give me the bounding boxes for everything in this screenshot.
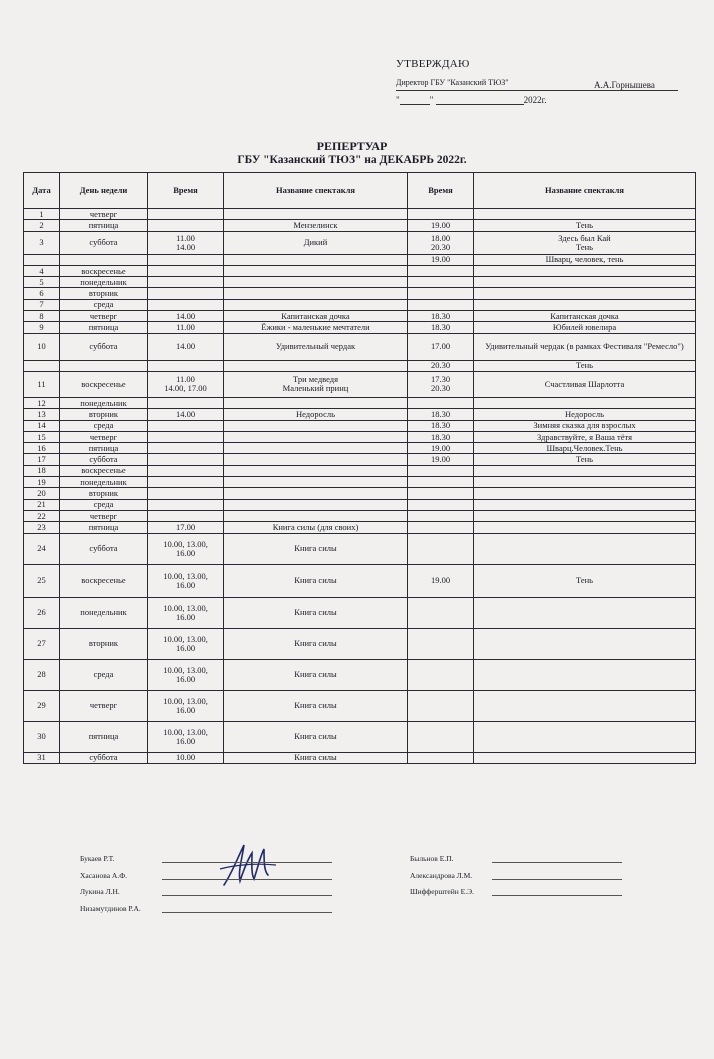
time-1-cell xyxy=(148,299,224,310)
time-2-cell xyxy=(408,522,474,533)
date-cell: 27 xyxy=(24,628,60,659)
time-2-cell: 19.00 xyxy=(408,443,474,454)
weekday-cell: понедельник xyxy=(60,277,148,288)
header-time-1: Время xyxy=(148,173,224,209)
show-1-cell: Книга силы xyxy=(224,659,408,690)
show-2-cell: Зимняя сказка для взрослых xyxy=(474,420,696,431)
time-2-cell: 18.30 xyxy=(408,431,474,442)
date-open-quote: " xyxy=(396,95,400,105)
weekday-cell: вторник xyxy=(60,288,148,299)
date-year: 2022г. xyxy=(523,95,547,105)
show-2-cell: Недоросль xyxy=(474,409,696,420)
time-1-cell: 10.00, 13.00, 16.00 xyxy=(148,659,224,690)
table-row xyxy=(24,431,696,442)
approval-rule xyxy=(396,90,678,91)
document-subtitle: ГБУ "Казанский ТЮЗ" на ДЕКАБРЬ 2022г. xyxy=(237,154,467,166)
date-cell: 19 xyxy=(24,477,60,488)
time-1-cell xyxy=(148,465,224,476)
weekday-cell: четверг xyxy=(60,431,148,442)
weekday-cell: пятница xyxy=(60,322,148,333)
show-1-cell xyxy=(224,209,408,220)
show-2-cell: Удивительный чердак (в рамках Фестиваля "Ремесло") xyxy=(474,333,696,360)
show-1-cell: Книга силы xyxy=(224,721,408,752)
date-cell: 6 xyxy=(24,288,60,299)
date-day-blank xyxy=(400,95,430,105)
date-cell: 14 xyxy=(24,420,60,431)
table-header-row xyxy=(24,173,696,209)
show-2-cell: Тень xyxy=(474,220,696,231)
show-1-cell xyxy=(224,397,408,408)
table-row xyxy=(24,311,696,322)
weekday-cell: среда xyxy=(60,299,148,310)
time-2-cell: 18.30 xyxy=(408,409,474,420)
show-1-cell xyxy=(224,277,408,288)
time-1-cell: 11.00 14.00 xyxy=(148,231,224,254)
time-1-cell xyxy=(148,254,224,265)
signer-name: Низамутдинов Р.А. xyxy=(80,904,141,913)
date-cell: 10 xyxy=(24,333,60,360)
show-2-cell: Шварц, человек, тень xyxy=(474,254,696,265)
weekday-cell: суббота xyxy=(60,533,148,564)
date-cell: 16 xyxy=(24,443,60,454)
approval-position: Директор ГБУ "Казанский ТЮЗ" xyxy=(396,78,509,87)
time-1-cell: 11.00 14.00, 17.00 xyxy=(148,371,224,397)
time-2-cell xyxy=(408,277,474,288)
time-1-cell: 10.00, 13.00, 16.00 xyxy=(148,533,224,564)
time-1-cell xyxy=(148,454,224,465)
approval-position-line xyxy=(396,78,686,90)
signature-line xyxy=(80,904,332,913)
date-cell: 8 xyxy=(24,311,60,322)
time-1-cell: 10.00, 13.00, 16.00 xyxy=(148,564,224,597)
show-1-cell: Недоросль xyxy=(224,409,408,420)
date-cell: 23 xyxy=(24,522,60,533)
time-2-cell xyxy=(408,659,474,690)
date-cell: 13 xyxy=(24,409,60,420)
signature-line xyxy=(80,854,332,863)
show-1-cell: Три медведя Маленький принц xyxy=(224,371,408,397)
date-cell: 9 xyxy=(24,322,60,333)
date-cell: 20 xyxy=(24,488,60,499)
show-2-cell xyxy=(474,277,696,288)
signature-blank xyxy=(162,904,332,913)
show-2-cell: Счастливая Шарлотта xyxy=(474,371,696,397)
date-cell: 29 xyxy=(24,690,60,721)
time-2-cell xyxy=(408,397,474,408)
time-1-cell xyxy=(148,477,224,488)
table-row xyxy=(24,628,696,659)
time-2-cell xyxy=(408,533,474,564)
weekday-cell xyxy=(60,254,148,265)
weekday-cell: пятница xyxy=(60,721,148,752)
show-2-cell xyxy=(474,659,696,690)
date-cell: 31 xyxy=(24,752,60,763)
date-cell: 21 xyxy=(24,499,60,510)
signer-name: Хасанова А.Ф. xyxy=(80,871,127,880)
date-cell: 26 xyxy=(24,597,60,628)
weekday-cell: среда xyxy=(60,420,148,431)
time-2-cell xyxy=(408,510,474,521)
approval-block xyxy=(396,58,686,105)
show-2-cell: Капитанская дочка xyxy=(474,311,696,322)
show-2-cell xyxy=(474,522,696,533)
document-heading xyxy=(0,139,714,166)
time-2-cell xyxy=(408,299,474,310)
table-row xyxy=(24,659,696,690)
table-row xyxy=(24,409,696,420)
signature-line xyxy=(410,854,622,863)
weekday-cell: четверг xyxy=(60,510,148,521)
weekday-cell: вторник xyxy=(60,628,148,659)
signer-name: Букаев Р.Т. xyxy=(80,854,115,863)
signature-line xyxy=(410,871,622,880)
time-2-cell xyxy=(408,465,474,476)
weekday-cell: суббота xyxy=(60,752,148,763)
time-1-cell xyxy=(148,209,224,220)
weekday-cell: суббота xyxy=(60,333,148,360)
table-row xyxy=(24,510,696,521)
table-row xyxy=(24,333,696,360)
signer-name: Быльнов Е.П. xyxy=(410,854,454,863)
date-cell: 3 xyxy=(24,231,60,254)
weekday-cell: понедельник xyxy=(60,477,148,488)
show-2-cell: Здравствуйте, я Ваша тётя xyxy=(474,431,696,442)
table-row xyxy=(24,371,696,397)
weekday-cell: понедельник xyxy=(60,597,148,628)
time-2-cell xyxy=(408,597,474,628)
signature-line xyxy=(80,887,332,896)
time-1-cell xyxy=(148,220,224,231)
show-1-cell xyxy=(224,360,408,371)
table-row xyxy=(24,721,696,752)
show-1-cell: Книга силы xyxy=(224,597,408,628)
weekday-cell: пятница xyxy=(60,443,148,454)
time-1-cell: 14.00 xyxy=(148,311,224,322)
table-row xyxy=(24,288,696,299)
weekday-cell: вторник xyxy=(60,488,148,499)
show-1-cell xyxy=(224,420,408,431)
table-row xyxy=(24,265,696,276)
date-close-quote: " xyxy=(429,95,434,105)
time-1-cell xyxy=(148,360,224,371)
time-2-cell: 19.00 xyxy=(408,220,474,231)
weekday-cell: понедельник xyxy=(60,397,148,408)
time-1-cell: 10.00, 13.00, 16.00 xyxy=(148,690,224,721)
table-row xyxy=(24,522,696,533)
show-2-cell xyxy=(474,488,696,499)
show-1-cell xyxy=(224,299,408,310)
time-1-cell: 10.00, 13.00, 16.00 xyxy=(148,628,224,659)
show-2-cell xyxy=(474,288,696,299)
time-2-cell: 18.00 20.30 xyxy=(408,231,474,254)
show-1-cell: Книга силы xyxy=(224,564,408,597)
show-2-cell xyxy=(474,690,696,721)
table-row xyxy=(24,752,696,763)
time-2-cell xyxy=(408,752,474,763)
show-2-cell xyxy=(474,533,696,564)
repertoire-table xyxy=(23,172,696,764)
show-2-cell xyxy=(474,465,696,476)
show-1-cell xyxy=(224,443,408,454)
weekday-cell: воскресенье xyxy=(60,465,148,476)
time-1-cell xyxy=(148,488,224,499)
time-2-cell xyxy=(408,209,474,220)
date-cell: 15 xyxy=(24,431,60,442)
header-time-2: Время xyxy=(408,173,474,209)
time-2-cell: 19.00 xyxy=(408,564,474,597)
header-weekday: День недели xyxy=(60,173,148,209)
time-2-cell: 18.30 xyxy=(408,322,474,333)
weekday-cell: четверг xyxy=(60,209,148,220)
date-cell: 7 xyxy=(24,299,60,310)
table-row xyxy=(24,454,696,465)
approval-date xyxy=(396,95,686,105)
weekday-cell: воскресенье xyxy=(60,371,148,397)
date-cell: 25 xyxy=(24,564,60,597)
table-row xyxy=(24,322,696,333)
time-1-cell: 10.00 xyxy=(148,752,224,763)
time-2-cell: 17.00 xyxy=(408,333,474,360)
show-2-cell: Юбилей ювелира xyxy=(474,322,696,333)
document-title: РЕПЕРТУАР xyxy=(316,139,388,153)
header-show-1: Название спектакля xyxy=(224,173,408,209)
table-row xyxy=(24,597,696,628)
time-2-cell xyxy=(408,488,474,499)
date-cell: 11 xyxy=(24,371,60,397)
signer-name: Шифферштейн Е.Э. xyxy=(410,887,474,896)
time-2-cell xyxy=(408,477,474,488)
date-cell: 24 xyxy=(24,533,60,564)
table-row xyxy=(24,420,696,431)
show-2-cell xyxy=(474,510,696,521)
time-1-cell xyxy=(148,431,224,442)
show-2-cell xyxy=(474,499,696,510)
approval-director-name: А.А.Горнышева xyxy=(594,80,655,90)
signer-name: Александрова Л.М. xyxy=(410,871,473,880)
date-cell: 28 xyxy=(24,659,60,690)
show-1-cell xyxy=(224,454,408,465)
time-1-cell: 14.00 xyxy=(148,333,224,360)
show-1-cell: Удивительный чердак xyxy=(224,333,408,360)
signer-name: Лукина Л.Н. xyxy=(80,887,120,896)
signature-blank xyxy=(162,854,332,863)
time-2-cell xyxy=(408,288,474,299)
weekday-cell: пятница xyxy=(60,522,148,533)
show-1-cell xyxy=(224,477,408,488)
table-row xyxy=(24,254,696,265)
show-2-cell xyxy=(474,397,696,408)
time-1-cell: 10.00, 13.00, 16.00 xyxy=(148,597,224,628)
show-2-cell xyxy=(474,628,696,659)
show-1-cell: Книга силы xyxy=(224,752,408,763)
header-date: Дата xyxy=(24,173,60,209)
signature-blank xyxy=(492,854,622,863)
weekday-cell: среда xyxy=(60,499,148,510)
show-2-cell: Здесь был Кай Тень xyxy=(474,231,696,254)
show-1-cell: Книга силы xyxy=(224,628,408,659)
approval-title: УТВЕРЖДАЮ xyxy=(396,58,470,70)
time-2-cell xyxy=(408,721,474,752)
show-1-cell: Ёжики - маленькие мечтатели xyxy=(224,322,408,333)
signature-line xyxy=(410,887,622,896)
show-1-cell: Капитанская дочка xyxy=(224,311,408,322)
show-1-cell: Книга силы xyxy=(224,533,408,564)
table-row xyxy=(24,397,696,408)
table-row xyxy=(24,564,696,597)
date-cell xyxy=(24,254,60,265)
weekday-cell: воскресенье xyxy=(60,265,148,276)
table-row xyxy=(24,477,696,488)
show-2-cell: Шварц.Человек.Тень xyxy=(474,443,696,454)
time-2-cell xyxy=(408,628,474,659)
date-cell: 4 xyxy=(24,265,60,276)
time-1-cell: 14.00 xyxy=(148,409,224,420)
table-row xyxy=(24,533,696,564)
time-2-cell: 20.30 xyxy=(408,360,474,371)
table-row xyxy=(24,209,696,220)
time-1-cell: 11.00 xyxy=(148,322,224,333)
date-cell xyxy=(24,360,60,371)
weekday-cell: суббота xyxy=(60,454,148,465)
weekday-cell: четверг xyxy=(60,690,148,721)
show-2-cell xyxy=(474,752,696,763)
show-1-cell xyxy=(224,465,408,476)
time-1-cell xyxy=(148,443,224,454)
show-1-cell xyxy=(224,510,408,521)
weekday-cell: четверг xyxy=(60,311,148,322)
header-show-2: Название спектакля xyxy=(474,173,696,209)
time-2-cell xyxy=(408,499,474,510)
weekday-cell: среда xyxy=(60,659,148,690)
show-1-cell xyxy=(224,265,408,276)
time-1-cell: 17.00 xyxy=(148,522,224,533)
show-1-cell: Дикий xyxy=(224,231,408,254)
show-2-cell xyxy=(474,477,696,488)
time-1-cell: 10.00, 13.00, 16.00 xyxy=(148,721,224,752)
date-cell: 12 xyxy=(24,397,60,408)
time-2-cell: 18.30 xyxy=(408,311,474,322)
show-2-cell: Тень xyxy=(474,454,696,465)
table-row xyxy=(24,277,696,288)
date-cell: 22 xyxy=(24,510,60,521)
show-1-cell: Книга силы xyxy=(224,690,408,721)
date-cell: 5 xyxy=(24,277,60,288)
signature-blank xyxy=(492,871,622,880)
date-cell: 1 xyxy=(24,209,60,220)
time-1-cell xyxy=(148,510,224,521)
table-row xyxy=(24,690,696,721)
table-row xyxy=(24,499,696,510)
time-1-cell xyxy=(148,420,224,431)
show-1-cell xyxy=(224,288,408,299)
time-2-cell: 19.00 xyxy=(408,454,474,465)
table-row xyxy=(24,231,696,254)
time-1-cell xyxy=(148,499,224,510)
show-2-cell: Тень xyxy=(474,564,696,597)
time-1-cell xyxy=(148,277,224,288)
show-1-cell xyxy=(224,488,408,499)
time-1-cell xyxy=(148,397,224,408)
table-row xyxy=(24,360,696,371)
time-2-cell: 17.30 20.30 xyxy=(408,371,474,397)
show-1-cell xyxy=(224,499,408,510)
time-2-cell xyxy=(408,265,474,276)
signature-blank xyxy=(162,887,332,896)
table-body xyxy=(24,209,696,764)
time-1-cell xyxy=(148,288,224,299)
show-1-cell: Книга силы (для своих) xyxy=(224,522,408,533)
weekday-cell xyxy=(60,360,148,371)
date-month-blank xyxy=(436,95,524,105)
signature-blank xyxy=(492,887,622,896)
show-2-cell xyxy=(474,721,696,752)
weekday-cell: воскресенье xyxy=(60,564,148,597)
weekday-cell: суббота xyxy=(60,231,148,254)
date-cell: 17 xyxy=(24,454,60,465)
table-row xyxy=(24,488,696,499)
table-row xyxy=(24,220,696,231)
date-cell: 2 xyxy=(24,220,60,231)
show-1-cell xyxy=(224,254,408,265)
signature-blank xyxy=(162,871,332,880)
show-2-cell xyxy=(474,597,696,628)
show-2-cell xyxy=(474,209,696,220)
show-2-cell: Тень xyxy=(474,360,696,371)
time-2-cell: 19.00 xyxy=(408,254,474,265)
date-cell: 30 xyxy=(24,721,60,752)
signature-line xyxy=(80,871,332,880)
time-2-cell: 18.30 xyxy=(408,420,474,431)
weekday-cell: пятница xyxy=(60,220,148,231)
time-2-cell xyxy=(408,690,474,721)
show-1-cell xyxy=(224,431,408,442)
time-1-cell xyxy=(148,265,224,276)
show-2-cell xyxy=(474,265,696,276)
date-cell: 18 xyxy=(24,465,60,476)
show-1-cell: Мензелинск xyxy=(224,220,408,231)
director-signature-scrawl xyxy=(218,839,278,891)
show-2-cell xyxy=(474,299,696,310)
table-row xyxy=(24,299,696,310)
weekday-cell: вторник xyxy=(60,409,148,420)
table-row xyxy=(24,465,696,476)
table-row xyxy=(24,443,696,454)
